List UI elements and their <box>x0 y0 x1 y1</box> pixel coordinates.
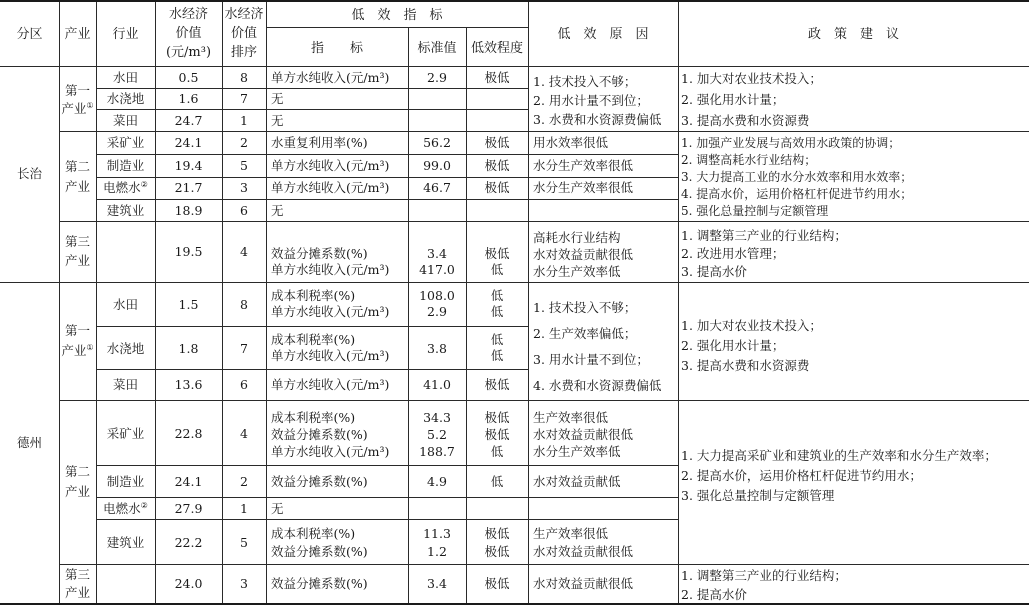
cause-item: 水对效益贡献很低 <box>533 544 634 559</box>
degree-cell <box>466 332 528 364</box>
rank-cell: 1 <box>240 501 248 516</box>
degree-cell: 极低 <box>484 180 510 195</box>
standard-cell <box>408 246 466 278</box>
indicator-cell: 效益分摊系数(%) <box>271 474 368 489</box>
industry-cell <box>96 180 155 195</box>
value-cell: 0.5 <box>178 70 199 85</box>
degree-cell <box>466 288 528 320</box>
standard-line: 3.4 <box>427 246 447 261</box>
sector-label-primary <box>59 82 96 118</box>
indicator-cell: 效益分摊系数(%) <box>271 576 368 591</box>
degree-line: 低 <box>490 304 504 319</box>
indicator-cell: 水重复利用率(%) <box>271 135 368 150</box>
value-cell: 24.1 <box>174 135 203 150</box>
degree-cell: 极低 <box>484 377 510 392</box>
policy-list <box>681 316 822 376</box>
policy-item: 2. 提高水价 <box>681 587 747 602</box>
hline <box>96 369 528 370</box>
indicator-line: 成本利税率(%) <box>271 332 356 347</box>
value-cell: 1.5 <box>178 297 199 312</box>
region-dezhou: 德州 <box>16 435 42 450</box>
industry-cell: 建筑业 <box>106 535 145 550</box>
cause-item: 1. 技术投入不够； <box>533 74 637 89</box>
standard-line: 188.7 <box>419 444 455 459</box>
header-rank <box>222 5 266 62</box>
indicator-line: 单方水纯收入(元/m³) <box>271 348 390 363</box>
sector-label-line: 产业 <box>61 101 87 116</box>
degree-cell <box>466 246 528 278</box>
value-cell: 19.5 <box>174 244 203 259</box>
region-changzhi: 长治 <box>16 166 42 181</box>
cause-cell: 水对效益贡献低 <box>533 474 621 489</box>
cause-list <box>533 409 633 460</box>
policy-item: 1. 加强产业发展与高效用水政策的协调； <box>681 136 901 150</box>
indicator-cell <box>271 332 389 364</box>
policy-item: 2. 强化用水计量； <box>681 92 785 107</box>
header-indicator: 指 标 <box>310 41 363 56</box>
industry-cell: 制造业 <box>106 158 145 173</box>
cause-item: 生产效率很低 <box>533 526 609 541</box>
header-water-value-line: 价值 <box>175 26 202 41</box>
industry-cell: 建筑业 <box>106 203 145 218</box>
hline <box>96 199 678 200</box>
degree-line: 低 <box>490 348 504 363</box>
industry-cell: 菜田 <box>112 113 138 128</box>
header-sector: 产业 <box>64 27 91 42</box>
indicator-cell: 无 <box>271 203 284 218</box>
policy-item: 1. 大力提高采矿业和建筑业的生产效率和水分生产效率； <box>681 448 997 463</box>
cause-item: 高耗水行业结构 <box>533 230 621 245</box>
sector-label-secondary <box>59 157 96 197</box>
sector-label-line: 第二 <box>64 159 90 174</box>
rank-cell: 6 <box>240 377 248 392</box>
degree-cell: 低 <box>490 474 504 489</box>
cause-item: 2. 用水计量不到位； <box>533 93 649 108</box>
cause-cell: 水分生产效率很低 <box>533 158 634 173</box>
header-cause: 低 效 原 因 <box>557 27 649 42</box>
value-cell: 22.8 <box>174 426 203 441</box>
header-water-value-line: 水经济 <box>168 7 208 22</box>
cause-cell: 水对效益贡献很低 <box>533 576 634 591</box>
policy-list <box>681 227 847 281</box>
value-cell: 1.8 <box>178 341 199 356</box>
policy-list <box>681 68 822 131</box>
rank-cell: 5 <box>240 158 248 173</box>
indicator-cell: 无 <box>271 501 284 516</box>
degree-line: 极低 <box>484 246 510 261</box>
hline <box>59 564 1029 565</box>
standard-cell: 46.7 <box>423 180 451 195</box>
value-cell: 24.0 <box>174 576 203 591</box>
industry-name: 电燃水 <box>103 501 141 516</box>
sector-label-line: 第二 <box>64 464 90 479</box>
industry-cell: 水田 <box>112 70 138 85</box>
footnote-mark: ② <box>140 501 148 510</box>
sector-label-line: 第一 <box>64 83 90 98</box>
cause-list <box>533 229 633 280</box>
hline <box>96 326 528 327</box>
vline <box>266 2 267 603</box>
hline <box>96 465 678 466</box>
indicator-line: 效益分摊系数(%) <box>271 427 368 442</box>
header-industry: 行业 <box>112 27 139 42</box>
header-region: 分区 <box>16 27 43 42</box>
vline <box>528 2 529 603</box>
standard-line: 1.2 <box>427 544 447 559</box>
sector-label-primary <box>59 321 96 361</box>
sector-label-tertiary <box>59 232 96 270</box>
sector-label-line: 产业 <box>64 179 90 194</box>
indicator-cell <box>271 525 368 561</box>
policy-item: 3. 提高水费和水资源费 <box>681 358 810 373</box>
value-cell: 22.2 <box>174 535 203 550</box>
policy-item: 2. 强化用水计量； <box>681 338 785 353</box>
standard-line: 417.0 <box>419 262 455 277</box>
degree-line: 低 <box>490 332 504 347</box>
industry-cell: 水浇地 <box>106 91 145 106</box>
indicator-line: 单方水纯收入(元/m³) <box>271 262 390 277</box>
sector-label-line: 第三 <box>64 567 90 582</box>
footnote-mark: ① <box>86 101 94 110</box>
standard-cell: 99.0 <box>423 158 451 173</box>
degree-line: 极低 <box>484 526 510 541</box>
cause-item: 4. 水费和水资源费偏低 <box>533 378 662 393</box>
indicator-line: 成本利税率(%) <box>271 288 356 303</box>
hline <box>96 154 678 155</box>
industry-cell: 水浇地 <box>106 341 145 356</box>
policy-item: 4. 提高水价，运用价格杠杆促进节约用水； <box>681 187 913 201</box>
indicator-cell: 无 <box>271 91 284 106</box>
rank-cell: 7 <box>240 341 248 356</box>
cause-item: 水对效益贡献很低 <box>533 247 634 262</box>
header-rank-line: 水经济 <box>224 7 264 22</box>
policy-item: 3. 提高水费和水资源费 <box>681 113 810 128</box>
sector-label-line: 产业 <box>61 343 87 358</box>
degree-line: 低 <box>490 444 504 459</box>
standard-cell: 41.0 <box>423 377 451 392</box>
cause-item: 3. 用水计量不到位； <box>533 352 649 367</box>
value-cell: 24.7 <box>174 113 203 128</box>
indicator-cell <box>271 409 389 460</box>
indicator-line: 单方水纯收入(元/m³) <box>271 444 390 459</box>
standard-cell <box>408 525 466 561</box>
indicator-cell: 无 <box>271 113 284 128</box>
policy-item: 1. 加大对农业技术投入； <box>681 318 822 333</box>
industry-cell: 水田 <box>112 297 138 312</box>
policy-item: 1. 加大对农业技术投入； <box>681 71 822 86</box>
rank-cell: 1 <box>240 113 248 128</box>
indicator-line: 成本利税率(%) <box>271 410 356 425</box>
value-cell: 18.9 <box>174 203 203 218</box>
header-standard: 标准值 <box>417 41 457 56</box>
header-policy: 政 策 建 议 <box>807 27 899 42</box>
standard-line: 2.9 <box>427 304 447 319</box>
sector-label-line: 产业 <box>64 585 90 600</box>
cause-cell: 用水效率很低 <box>533 135 609 150</box>
footnote-mark: ② <box>140 180 148 189</box>
policy-item: 3. 强化总量控制与定额管理 <box>681 488 835 503</box>
degree-cell: 极低 <box>484 576 510 591</box>
policy-item: 1. 调整第三产业的行业结构； <box>681 228 847 243</box>
hline <box>59 221 1029 222</box>
hline <box>96 177 678 178</box>
policy-list <box>681 135 912 220</box>
industry-cell: 制造业 <box>106 474 145 489</box>
rank-cell: 8 <box>240 297 248 312</box>
cause-item: 水分生产效率低 <box>533 444 621 459</box>
cause-item: 水对效益贡献很低 <box>533 427 634 442</box>
policy-item: 5. 强化总量控制与定额管理 <box>681 204 829 218</box>
standard-line: 108.0 <box>419 288 455 303</box>
cause-item: 1. 技术投入不够； <box>533 300 637 315</box>
vline <box>678 2 679 603</box>
sector-label-line: 第一 <box>64 323 90 338</box>
sector-label-line: 产业 <box>64 253 90 268</box>
cause-list <box>533 525 633 561</box>
degree-line: 低 <box>490 262 504 277</box>
sector-label-secondary <box>59 462 96 502</box>
value-cell: 19.4 <box>174 158 203 173</box>
policy-list <box>681 566 847 604</box>
indicator-cell <box>271 246 389 278</box>
rank-cell: 3 <box>240 180 248 195</box>
degree-cell <box>466 409 528 460</box>
standard-cell: 2.9 <box>427 70 447 85</box>
degree-line: 极低 <box>484 427 510 442</box>
policy-list <box>681 446 997 506</box>
indicator-cell: 单方水纯收入(元/m³) <box>271 377 390 392</box>
hline <box>96 497 678 498</box>
value-cell: 27.9 <box>174 501 203 516</box>
indicator-line: 单方水纯收入(元/m³) <box>271 304 390 319</box>
rank-cell: 4 <box>240 244 248 259</box>
cause-item: 水分生产效率低 <box>533 264 621 279</box>
hline <box>59 131 1029 132</box>
cause-item: 2. 生产效率偏低； <box>533 326 637 341</box>
standard-line: 11.3 <box>423 526 451 541</box>
header-water-value-unit: (元/m³) <box>165 45 212 60</box>
value-cell: 24.1 <box>174 474 203 489</box>
cause-item: 3. 水费和水资源费偏低 <box>533 112 662 127</box>
degree-cell: 极低 <box>484 135 510 150</box>
cause-cell: 水分生产效率很低 <box>533 180 634 195</box>
hline <box>96 109 528 110</box>
industry-cell <box>96 501 155 516</box>
rank-cell: 3 <box>240 576 248 591</box>
indicator-line: 效益分摊系数(%) <box>271 246 368 261</box>
standard-cell <box>408 288 466 320</box>
standard-line: 34.3 <box>423 410 451 425</box>
sector-label-line: 产业 <box>64 484 90 499</box>
indicator-line: 成本利税率(%) <box>271 526 356 541</box>
degree-line: 极低 <box>484 410 510 425</box>
standard-cell <box>408 409 466 460</box>
cause-list <box>533 295 661 399</box>
cause-list <box>533 72 661 129</box>
industry-cell: 菜田 <box>112 377 138 392</box>
hline <box>96 88 528 89</box>
table-bottom-rule <box>0 603 1029 605</box>
rank-cell: 8 <box>240 70 248 85</box>
header-rank-line: 价值 <box>230 26 257 41</box>
policy-item: 3. 提高水价 <box>681 264 747 279</box>
standard-cell: 3.4 <box>427 576 447 591</box>
header-low-efficiency: 低 效 指 标 <box>351 8 443 23</box>
rank-cell: 2 <box>240 474 248 489</box>
policy-item: 2. 改进用水管理； <box>681 246 785 261</box>
footnote-mark: ① <box>86 343 94 352</box>
policy-item: 2. 调整高耗水行业结构； <box>681 153 817 167</box>
standard-cell: 56.2 <box>423 135 451 150</box>
header-rank-line: 排序 <box>230 45 257 60</box>
indicator-cell: 单方水纯收入(元/m³) <box>271 180 390 195</box>
policy-item: 3. 大力提高工业的水分水效率和用水效率； <box>681 170 913 184</box>
hline <box>266 27 528 28</box>
standard-cell: 4.9 <box>427 474 447 489</box>
hline <box>59 400 1029 401</box>
policy-item: 1. 调整第三产业的行业结构； <box>681 568 847 583</box>
standard-line: 5.2 <box>427 427 447 442</box>
rank-cell: 2 <box>240 135 248 150</box>
value-cell: 1.6 <box>178 91 199 106</box>
header-degree: 低效程度 <box>470 41 523 56</box>
industry-cell: 采矿业 <box>106 135 145 150</box>
indicator-line: 效益分摊系数(%) <box>271 544 368 559</box>
degree-line: 极低 <box>484 544 510 559</box>
degree-cell: 极低 <box>484 158 510 173</box>
sector-label-tertiary <box>59 566 96 602</box>
rank-cell: 4 <box>240 426 248 441</box>
degree-cell: 极低 <box>484 70 510 85</box>
degree-line: 低 <box>490 288 504 303</box>
value-cell: 13.6 <box>174 377 203 392</box>
indicator-cell: 单方水纯收入(元/m³) <box>271 158 390 173</box>
header-water-value <box>155 5 222 62</box>
value-cell: 21.7 <box>174 180 203 195</box>
industry-name: 电燃水 <box>103 180 141 195</box>
indicator-cell <box>271 288 389 320</box>
policy-item: 2. 提高水价，运用价格杠杆促进节约用水； <box>681 468 922 483</box>
rank-cell: 5 <box>240 535 248 550</box>
cause-item: 生产效率很低 <box>533 410 609 425</box>
degree-cell <box>466 525 528 561</box>
rank-cell: 6 <box>240 203 248 218</box>
indicator-cell: 单方水纯收入(元/m³) <box>271 70 390 85</box>
sector-label-line: 第三 <box>64 234 90 249</box>
standard-cell: 3.8 <box>427 341 447 356</box>
industry-cell: 采矿业 <box>106 426 145 441</box>
rank-cell: 7 <box>240 91 248 106</box>
hline <box>96 519 678 520</box>
